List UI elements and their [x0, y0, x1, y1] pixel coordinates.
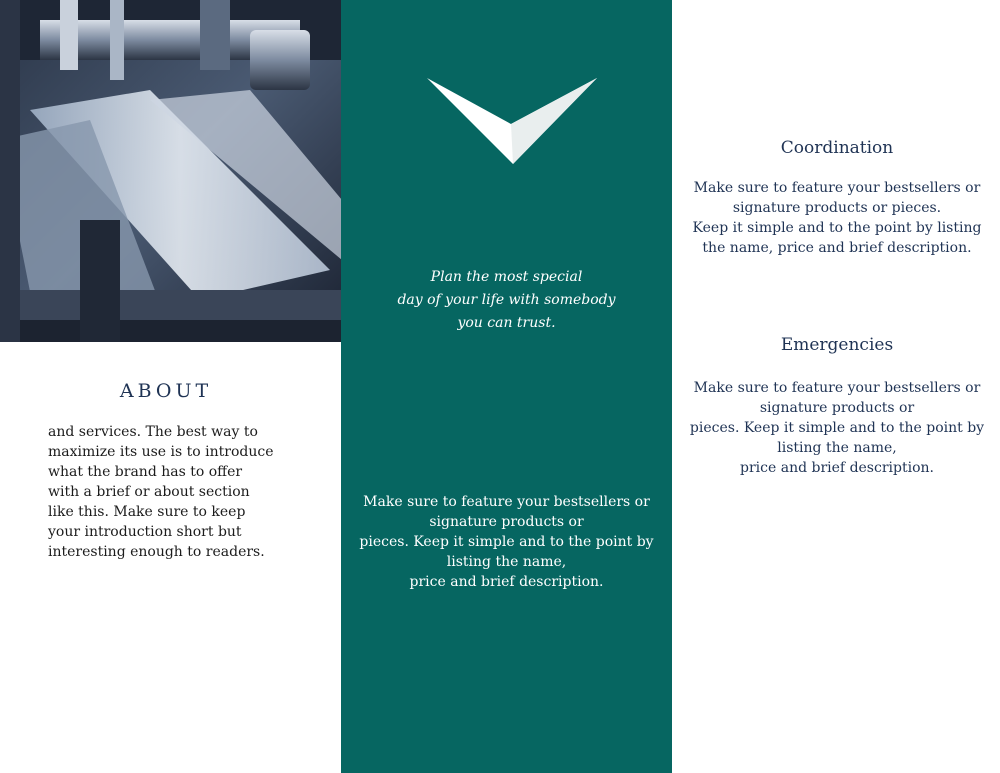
middle-description: Make sure to feature your bestsellers or signature products or pieces. Keep it simple and to the point by listing the name, price and brief description. [359, 494, 654, 590]
printing-press-photo [0, 0, 342, 342]
emergencies-title: Emergencies [780, 335, 894, 355]
coordination-text: Make sure to feature your bestsellers or signature products or pieces. Keep it simple and to the point by listing the name, price and brief description. [692, 180, 982, 256]
teal-panel [341, 0, 672, 773]
about-text: and services. The best way to maximize its use is to introduce what the brand has to offer with a brief or about section like this. Make sure to keep your introduction short but interesting enough to readers. [48, 424, 274, 560]
tagline-quote: Plan the most special day of your life with somebody you can trust. [397, 269, 616, 331]
coordination-title: Coordination [780, 138, 894, 158]
chevron-down-icon [425, 74, 599, 171]
about-heading: ABOUT [119, 380, 213, 402]
emergencies-text: Make sure to feature your bestsellers or signature products or pieces. Keep it simple and to the point by listing the name, price and brief description. [689, 380, 985, 476]
